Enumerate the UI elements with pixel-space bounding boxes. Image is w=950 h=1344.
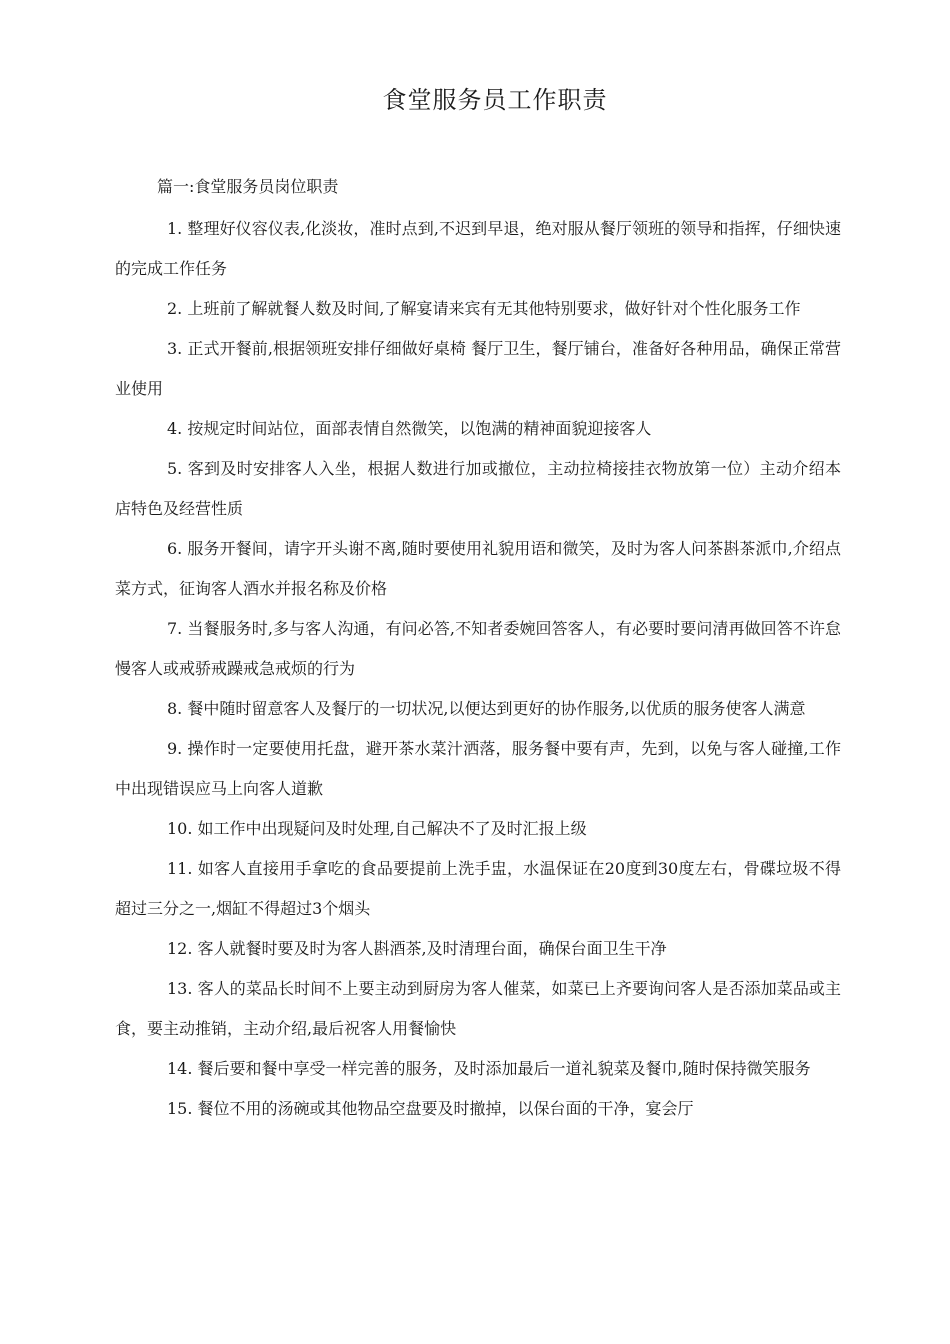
- section-heading: 篇一:食堂服务员岗位职责: [157, 177, 339, 196]
- duty-item-13: 13. 客人的菜品长时间不上要主动到厨房为客人催菜，如菜已上齐要询问客人是否添加菜品或主食，要主动推销，主动介绍,最后祝客人用餐愉快: [115, 979, 841, 1038]
- duty-list: [115, 209, 841, 1129]
- document-title: 食堂服务员工作职责: [382, 86, 608, 114]
- duty-item-2: 2. 上班前了解就餐人数及时间,了解宴请来宾有无其他特别要求，做好针对个性化服务工作: [167, 299, 801, 318]
- duty-item-8: 8. 餐中随时留意客人及餐厅的一切状况,以便达到更好的协作服务,以优质的服务使客人满意: [167, 699, 806, 718]
- duty-item-15: 15. 餐位不用的汤碗或其他物品空盘要及时撤掉，以保台面的干净，宴会厅: [167, 1099, 694, 1118]
- duty-item-1: 1. 整理好仪容仪表,化淡妆，准时点到,不迟到早退，绝对服从餐厅领班的领导和指挥，仔细快速的完成工作任务: [115, 219, 841, 278]
- duty-item-12: 12. 客人就餐时要及时为客人斟酒茶,及时清理台面，确保台面卫生干净: [167, 939, 667, 958]
- duty-item-6: 6. 服务开餐间，请字开头谢不离,随时要使用礼貌用语和微笑，及时为客人问茶斟茶派巾,介绍点菜方式，征询客人酒水并报名称及价格: [115, 539, 841, 598]
- duty-item-3: 3. 正式开餐前,根据领班安排仔细做好桌椅 餐厅卫生，餐厅铺台，准备好各种用品，确保正常营业使用: [115, 339, 841, 398]
- duty-item-10: 10. 如工作中出现疑问及时处理,自己解决不了及时汇报上级: [167, 819, 587, 838]
- duty-item-9: 9. 操作时一定要使用托盘，避开茶水菜汁洒落，服务餐中要有声，先到，以免与客人碰撞,工作中出现错误应马上向客人道歉: [115, 739, 841, 798]
- duty-item-7: 7. 当餐服务时,多与客人沟通，有问必答,不知者委婉回答客人，有必要时要问清再做回答不许怠慢客人或戒骄戒躁戒急戒烦的行为: [115, 619, 841, 678]
- duty-item-5: 5. 客到及时安排客人入坐，根据人数进行加或撤位，主动拉椅接挂衣物放第一位）主动介绍本店特色及经营性质: [115, 459, 841, 518]
- duty-item-4: 4. 按规定时间站位，面部表情自然微笑，以饱满的精神面貌迎接客人: [167, 419, 652, 438]
- duty-item-14: 14. 餐后要和餐中享受一样完善的服务，及时添加最后一道礼貌菜及餐巾,随时保持微笑服务: [167, 1059, 811, 1078]
- duty-item-11: 11. 如客人直接用手拿吃的食品要提前上洗手盅，水温保证在20度到30度左右，骨碟垃圾不得超过三分之一,烟缸不得超过3个烟头: [115, 859, 841, 918]
